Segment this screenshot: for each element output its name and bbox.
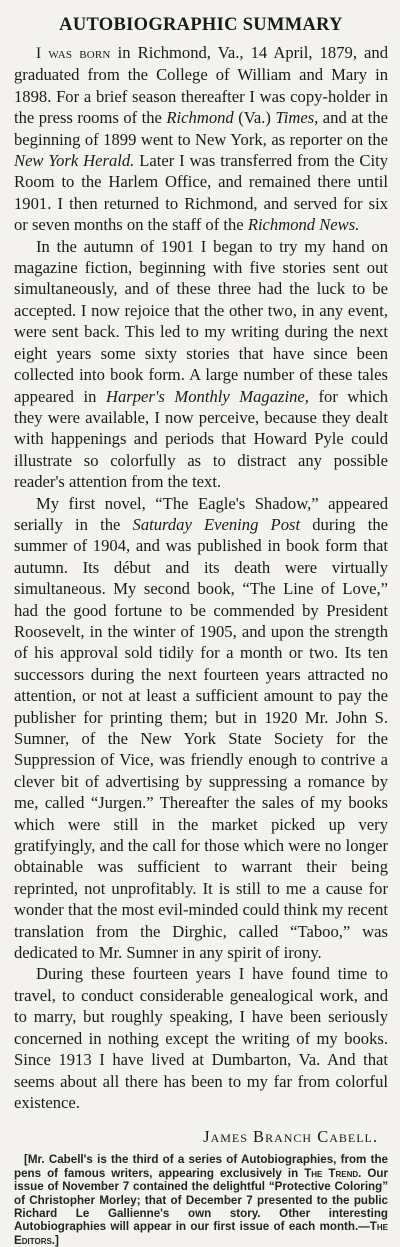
- paragraph-1: I was born in Richmond, Va., 14 April, 1879, and graduated from the College of William and Mary in 1898. For a brief season thereafter I was copy-holder in the press rooms of the Richmond (Va.) Times, and at the beginning of 1899 went to New York, as reporter on the New York Herald. Later I was transferred from the City Room to the Harlem Office, and remained there until 1901. I then returned to Richmond, and served for six or seven months on the staff of the Richmond News.: [14, 43, 389, 235]
- article-title: AUTOBIOGRAPHIC SUMMARY: [59, 15, 343, 35]
- paragraph-2: In the autumn of 1901 I began to try my hand on magazine fiction, beginning with five stories sent out simultaneously, and of these three had the luck to be accepted. I now rejoice that the other two, in any event, were sent back. This led to my writing during the next eight years some sixty stories that have since been collected into book form. A large number of these tales appeared in Harper's Monthly Magazine, for which they were available, I now perceive, because they dealt with happenings and periods that Howard Pyle could illustrate so colorfully as to distract any possible reader's attention from the text.: [14, 236, 388, 492]
- lead-in: I was born: [36, 45, 111, 62]
- paragraph-3: My first novel, “The Eagle's Shadow,” appeared serially in the Saturday Evening Post during the summer of 1904, and was published in book form that autumn. Its début and its death were virtually simultaneous. My second book, “The Line of Love,” had the good fortune to be commended by President Roosevelt, in the winter of 1905, and upon the strength of his approval sold tidily for a month or two. Its ten successors during the next fourteen years attracted no attention, or not at least a sufficient amount to pay the publisher for printing them; but in 1920 Mr. John S. Sumner, of the New York State Society for the Suppression of Vice, was friendly enough to contrive a clever bit of advertising by suppressing a romance by me, called “Jurgen.” Thereafter the sales of my books which were still in the market picked up very gratifyingly, and the call for those which were no longer obtainable was sufficient to warrant their being reprinted, not unprofitably. It is still to me a cause for wonder that the most evil-minded could think my recent translation from the Dirghic, called “Taboo,” was dedicated to Mr. Sumner in any spirit of irony.: [14, 493, 388, 963]
- editors-note: [Mr. Cabell's is the third of a series of Autobiographies, from the pens of famous writers, appearing exclusively in The Trend. Our issue of November 7 contained the delightful “Protective Coloring” of Christopher Morley; that of December 7 presented to the public Richard Le Gallienne's own story. Other interesting Autobiographies will appear in our first issue of each month.—The Editors.]: [14, 1153, 389, 1247]
- author-signature: James Branch Cabell.: [203, 1127, 378, 1147]
- paragraph-4: During these fourteen years I have found time to travel, to conduct considerable genealogical work, and to marry, but roughly speaking, I have been seriously concerned in nothing except the writing of my books. Since 1913 I have lived at Dumbarton, Va. And that seems about all there has been to my far from colorful existence.: [14, 964, 388, 1112]
